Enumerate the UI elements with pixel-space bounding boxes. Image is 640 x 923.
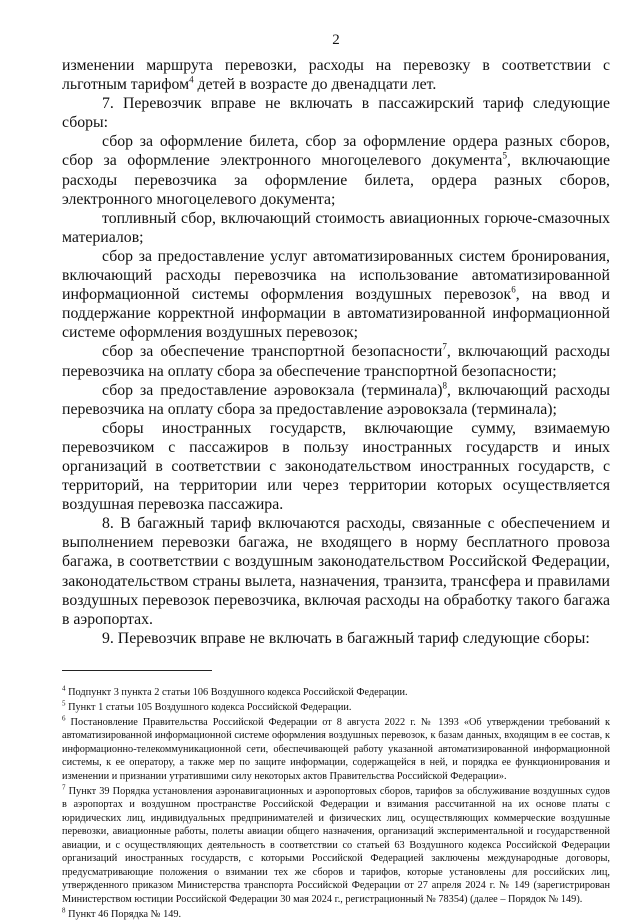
- footnote: [62, 701, 610, 715]
- paragraph-text: , включающий расходы перевозчика на оплату сбора за предоставление аэровокзала (терминала);: [62, 381, 611, 418]
- footnote-ref: 4: [189, 74, 194, 85]
- paragraph-text: , на ввод и поддержание корректной информации в автоматизированной информационной системе оформления воздушных перевозок;: [62, 286, 610, 342]
- footnote-ref: 5: [502, 151, 507, 162]
- paragraph: [62, 56, 610, 94]
- footnote-separator: [62, 670, 212, 671]
- footnote-ref: 7: [442, 342, 447, 353]
- footnote: [62, 908, 610, 922]
- paragraph-text: , включающий расходы перевозчика на оплату сбора за обеспечение транспортной безопасности;: [62, 343, 610, 380]
- footnote-text: Пункт 1 статьи 105 Воздушного кодекса Российской Федерации.: [65, 701, 352, 713]
- paragraph: [62, 381, 610, 419]
- footnote-ref: 6: [511, 284, 516, 295]
- footnote-text: Постановление Правительства Российской Федерации от 8 августа 2022 г. № 1393 «Об утверждении требований к автоматизированной информационной системе оформления воздушных перевозок, к базам данных, входящим в ее состав, к информационно-телекоммуникационной сети, обеспечивающей работу указанной автоматизированной информационной системы, к ее оператору, а также мер по защите информации, содержащейся в ней, и порядка ее функционирования и изменении и признании утратившими силу некоторых актов Правительства Российской Федерации».: [62, 716, 610, 782]
- footnote-number: 8: [62, 906, 66, 915]
- paragraph-text: , включающие расходы перевозчика за оформление билета, ордера разных сборов, электронного многоцелевого документа;: [62, 152, 610, 208]
- paragraph-text: 9. Перевозчик вправе не включать в багажный тариф следующие сборы:: [102, 629, 590, 647]
- paragraph: [62, 132, 610, 208]
- paragraph-text: сбор за предоставление услуг автоматизированных систем бронирования, включающий расходы перевозчика на использование автоматизированной информационной системы оформления воздушных перевозок: [62, 247, 610, 304]
- footnote-text: Пункт 39 Порядка установления аэронавигационных и аэропортовых сборов, тарифов за обслуживание воздушных судов в аэропортах и воздушном пространстве Российской Федерации и взимания рассчитанной на их основе платы с юридических лиц, индивидуальных предпринимателей и физических лиц, осуществляющих коммерческие воздушные перевозки, авиационные работы, полеты авиации общего назначения, организаций экспериментальной и государственной авиации, и с осуществляющих деятельность в соответствии со статьей 63 Воздушного кодекса Российской Федерации организаций иностранных государств, с которыми Российской Федерацией заключены международные договоры, предусматривающие положения о взимании тех же сборов и тарифов, которые установлены для российских лиц, утвержденного приказом Министерства транспорта Российской Федерации от 27 апреля 2024 г. № 149 (зарегистрирован Министерством юстиции Российской Федерации 30 мая 2024 г., регистрационный № 78354) (далее – Порядок № 149).: [62, 785, 610, 905]
- footnote: [62, 716, 610, 784]
- paragraph-text: сбор за оформление билета, сбор за оформление ордера разных сборов, сбор за оформление электронного многоцелевого документа: [62, 133, 610, 170]
- paragraph: [62, 419, 610, 514]
- footnote-number: 4: [62, 684, 66, 693]
- paragraph-text: детей в возрасте до двенадцати лет.: [193, 76, 437, 94]
- paragraph: [62, 629, 610, 648]
- paragraph-text: 7. Перевозчик вправе не включать в пассажирский тариф следующие сборы:: [62, 95, 610, 132]
- paragraph-text: топливный сбор, включающий стоимость авиационных горюче-смазочных материалов;: [62, 209, 610, 246]
- footnotes: [62, 686, 610, 922]
- footnote-number: 7: [62, 783, 66, 792]
- footnote-text: Подпункт 3 пункта 2 статьи 106 Воздушного кодекса Российской Федерации.: [65, 686, 408, 698]
- paragraph: [62, 94, 610, 132]
- paragraph: [62, 209, 610, 247]
- document-page: [62, 30, 610, 923]
- footnote-text: Пункт 46 Порядка № 149.: [65, 908, 182, 920]
- paragraph-text: сборы иностранных государств, включающие сумму, взимаемую перевозчиком с пассажиров в пользу иностранных государств и иных организаций в соответствии с законодательством иностранных государств, с территорий, на территории или через территории которых осуществляется воздушная перевозка пассажира.: [62, 419, 610, 514]
- page-number: 2: [332, 32, 340, 48]
- footnote: [62, 785, 610, 907]
- paragraph: [62, 342, 610, 380]
- footnote-number: 6: [62, 714, 66, 723]
- footnote-number: 5: [62, 699, 66, 708]
- paragraph: [62, 247, 610, 342]
- body-text: [62, 56, 610, 648]
- paragraph-text: сбор за обеспечение транспортной безопасности: [102, 343, 443, 361]
- paragraph-text: изменении маршрута перевозки, расходы на перевозку в соответствии с льготным тарифом: [62, 57, 610, 94]
- paragraph-text: 8. В багажный тариф включаются расходы, связанные с обеспечением и выполнением перевозки багажа, не входящего в норму бесплатного провоза багажа, в соответствии с воздушным законодательством Российской Федерации, законодательством страны вылета, назначения, транзита, трансфера и правилами воздушных перевозок перевозчика, включая расходы на обработку такого багажа в аэропортах.: [62, 515, 610, 628]
- footnote: [62, 686, 610, 700]
- paragraph: [62, 514, 610, 629]
- footnote-ref: 8: [442, 380, 447, 391]
- paragraph-text: сбор за предоставление аэровокзала (терминала): [102, 381, 443, 399]
